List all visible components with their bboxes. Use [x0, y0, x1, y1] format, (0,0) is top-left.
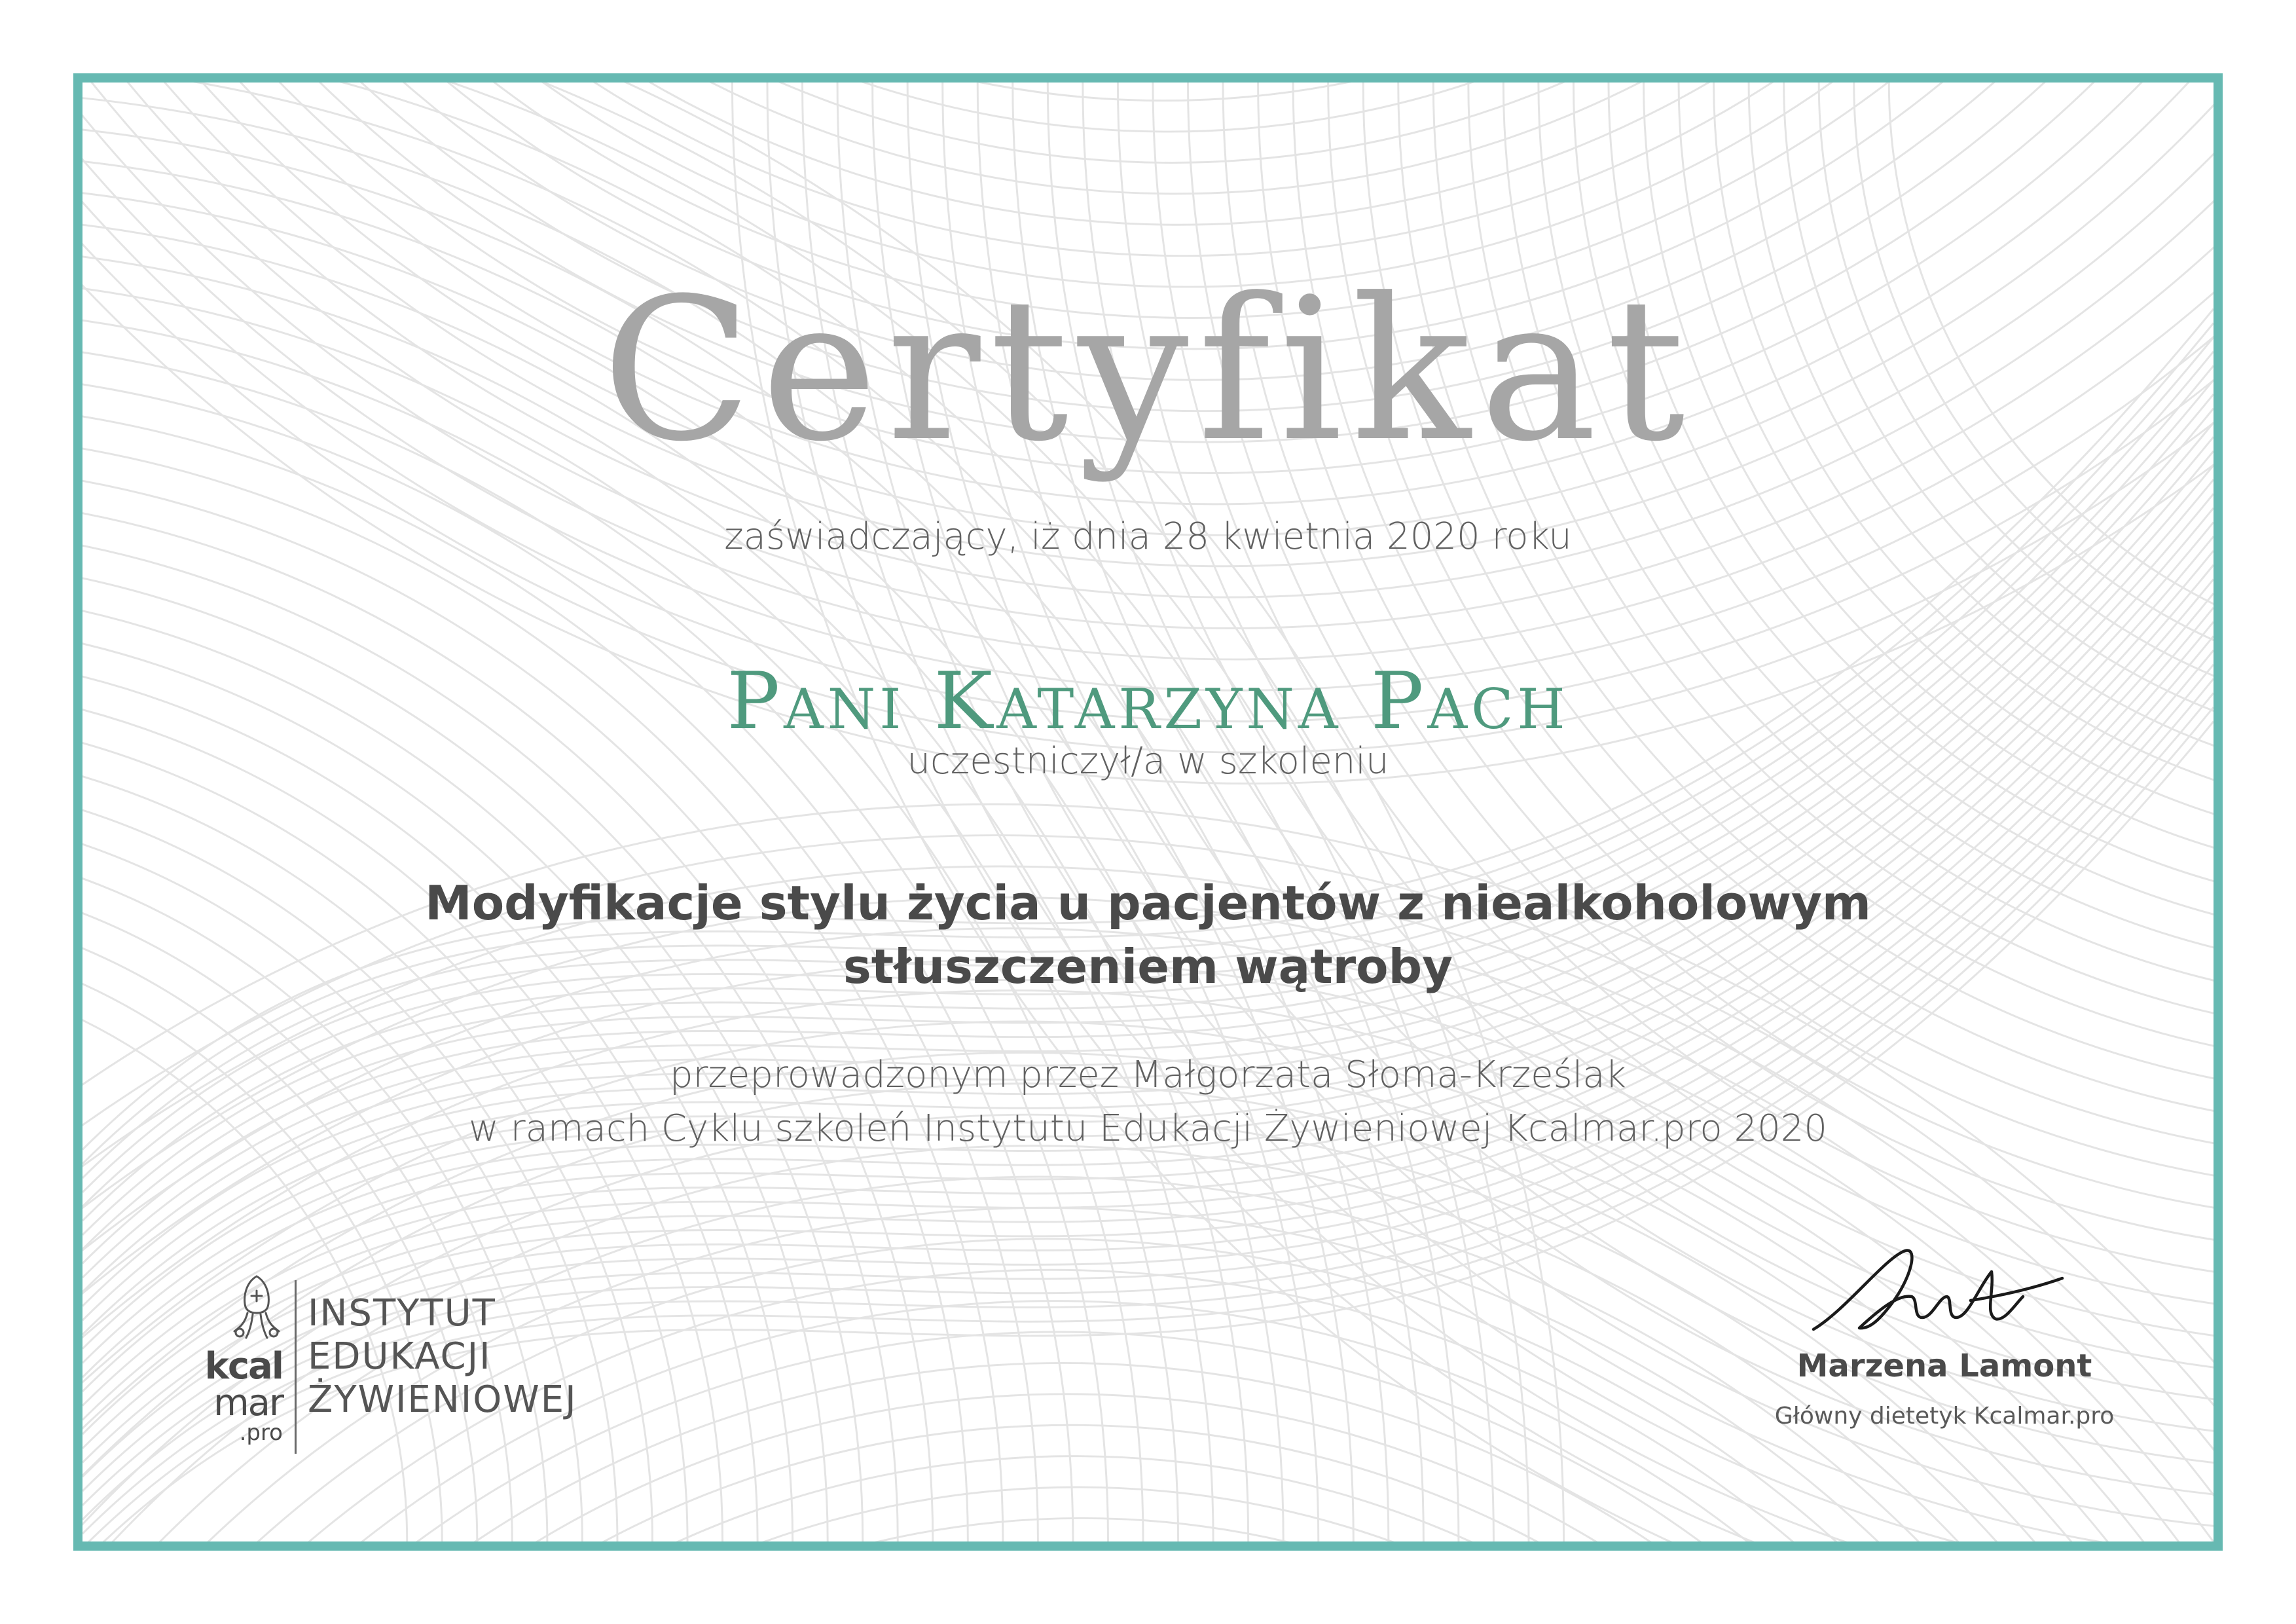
signer-name: Marzena Lamont	[1796, 1348, 2092, 1384]
institute-name	[308, 1292, 577, 1422]
guilloche-ring	[1573, 83, 2214, 944]
guilloche-ring	[187, 1518, 1978, 1541]
wordmark-pro: .pro	[239, 1420, 283, 1446]
participation-line: uczestniczył/a w szkoleniu	[907, 740, 1389, 783]
logo-divider	[295, 1280, 297, 1454]
signature-block	[1748, 1231, 2141, 1454]
guilloche-ring	[183, 83, 2161, 162]
course-title-line-1: Modyfikacje stylu życia u pacjentów z niealkoholowym	[425, 876, 1871, 931]
recipient-name: Pani Katarzyna Pach	[727, 656, 1569, 747]
handwritten-signature-icon	[1807, 1231, 2069, 1349]
institute-line-3: ŻYWIENIOWEJ	[308, 1378, 577, 1421]
signer-role: Główny dietetyk Kcalmar.pro	[1774, 1403, 2115, 1430]
institute-logo	[194, 1267, 665, 1464]
kcalmar-wordmark	[194, 1345, 283, 1446]
certificate-title: Certyfikat	[602, 256, 1694, 485]
guilloche-ring	[210, 83, 2126, 132]
course-title-line-2: stłuszczeniem wątroby	[843, 939, 1453, 995]
wordmark-mar: mar	[213, 1382, 283, 1424]
institute-line-2: EDUKACJI	[308, 1335, 492, 1378]
institute-line-1: INSTYTUT	[308, 1292, 496, 1335]
wordmark-kcal: kcal	[204, 1345, 283, 1388]
attest-line: zaświadczający, iż dnia 28 kwietnia 2020 roku	[724, 515, 1572, 558]
program-line: w ramach Cyklu szkoleń Instytutu Edukacji Żywieniowej Kcalmar.pro 2020	[469, 1107, 1827, 1150]
conducted-by-line: przeprowadzonym przez Małgorzata Słoma-Krześlak	[669, 1054, 1627, 1096]
course-title	[82, 872, 2214, 999]
conducted-by-block	[82, 1048, 2214, 1156]
guilloche-ring	[128, 83, 2214, 225]
